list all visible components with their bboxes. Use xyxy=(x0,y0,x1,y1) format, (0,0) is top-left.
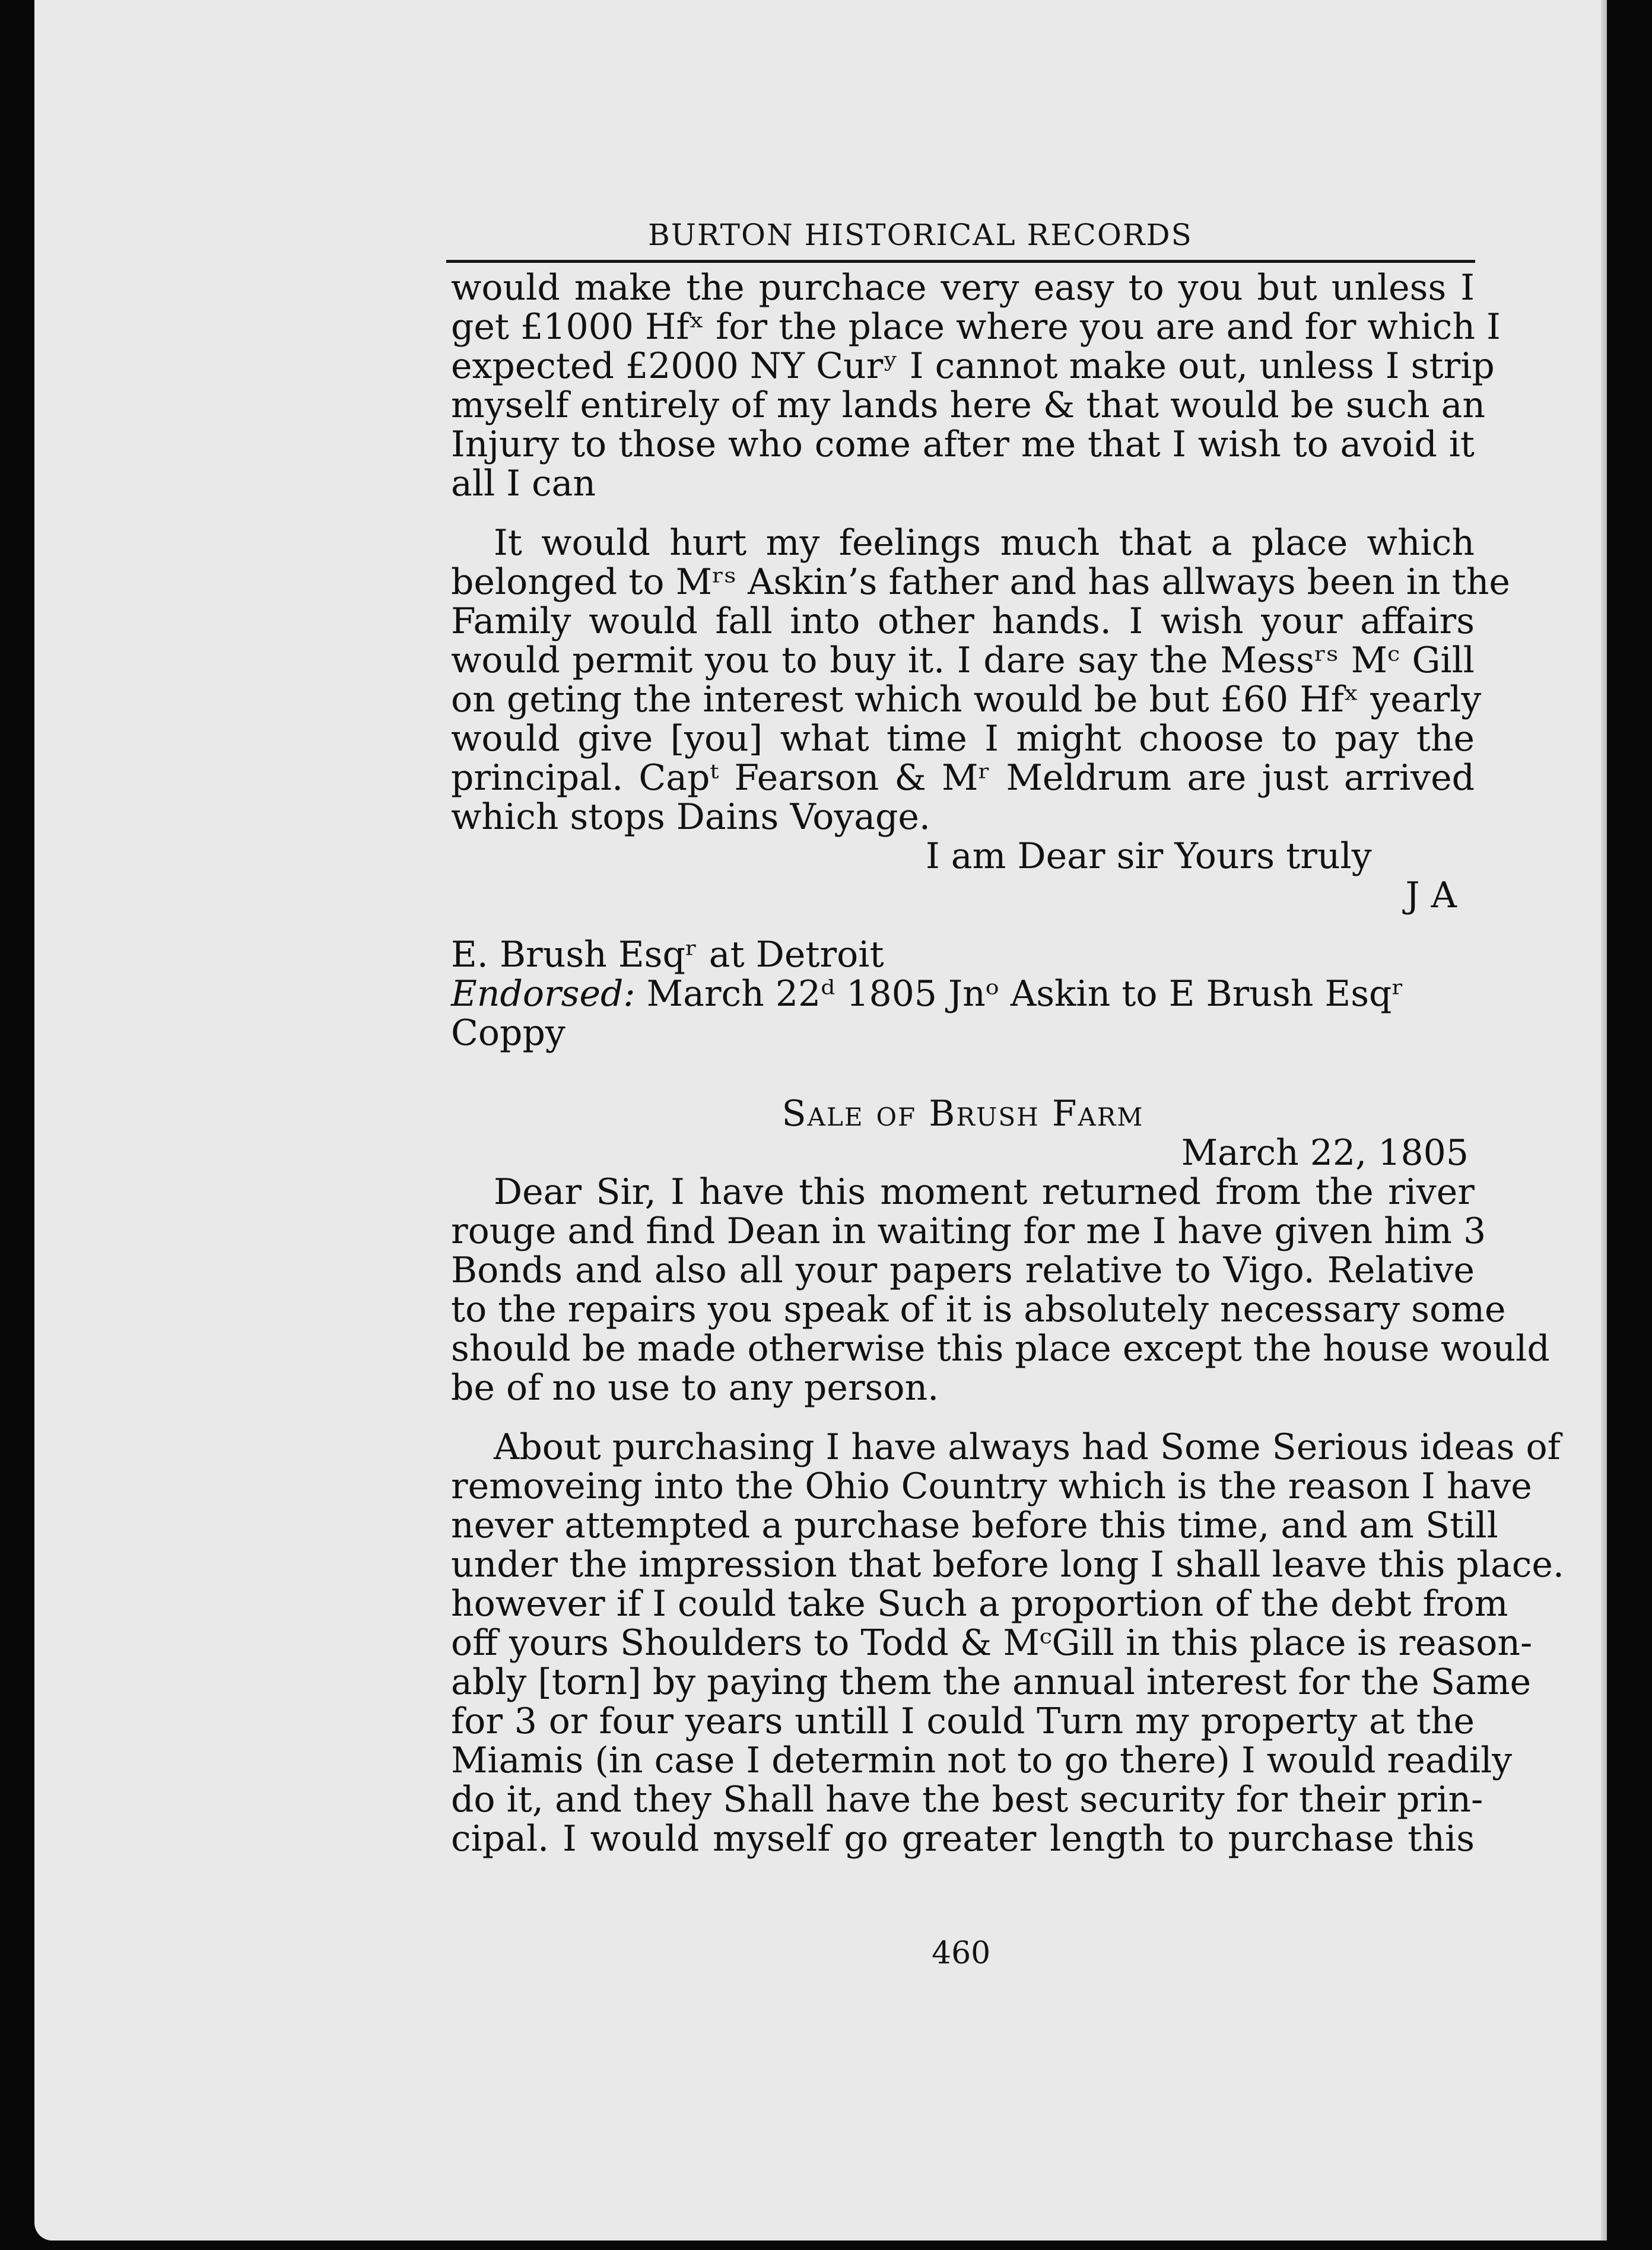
letter-address: E. Brush Esqʳ at Detroit xyxy=(451,934,884,975)
text-line: rouge and find Dean in waiting for me I have given him 3 xyxy=(451,1210,1486,1252)
page-number: 460 xyxy=(932,1936,991,1971)
text-line: expected £2000 NY Curʸ I cannot make out, unless I strip xyxy=(451,345,1495,387)
text-line: principal. Capᵗ Fearson & Mʳ Meldrum are just arrived xyxy=(451,757,1475,799)
endorsement-text: March 22ᵈ 1805 Jnᵒ Askin to E Brush Esqʳ xyxy=(635,973,1405,1015)
text-line: would make the purchace very easy to you but unless I xyxy=(451,267,1475,309)
header-rule xyxy=(446,260,1475,263)
scan-edge-shadow xyxy=(1601,0,1607,2241)
text-line: It would hurt my feelings much that a place which xyxy=(494,522,1475,564)
text-line: ably [torn] by paying them the annual interest for the Same xyxy=(451,1661,1532,1703)
text-line: should be made otherwise this place except the house would xyxy=(451,1328,1550,1369)
letter-closing: I am Dear sir Yours truly xyxy=(926,835,1372,877)
text-line: do it, and they Shall have the best security for their prin- xyxy=(451,1779,1483,1820)
copy-note: Coppy xyxy=(451,1012,566,1054)
text-line: would permit you to buy it. I dare say the Messʳˢ Mᶜ Gill xyxy=(451,640,1475,681)
text-line: Family would fall into other hands. I wish your affairs xyxy=(451,600,1475,642)
paragraph-gap xyxy=(451,1407,1475,1428)
letter2-paragraph-2 xyxy=(451,1426,1564,1860)
endorsement-line xyxy=(451,974,1475,1013)
text-line: which stops Dains Voyage. xyxy=(451,796,930,838)
text-line: off yours Shoulders to Todd & MᶜGill in this place is reason- xyxy=(451,1622,1533,1664)
text-line: Injury to those who come after me that I wish to avoid it xyxy=(451,424,1475,465)
text-line: to the repairs you speak of it is absolutely necessary some xyxy=(451,1289,1506,1330)
endorsement-label: Endorsed: xyxy=(451,973,636,1015)
letter1-paragraph-1 xyxy=(451,267,1501,504)
text-line: under the impression that before long I shall leave this place. xyxy=(451,1544,1564,1585)
text-line: however if I could take Such a proportion of the debt from xyxy=(451,1583,1508,1625)
text-line: removeing into the Ohio Country which is the reason I have xyxy=(451,1466,1532,1507)
text-line: Dear Sir, I have this moment returned from the river xyxy=(494,1171,1475,1213)
letter-signature: J A xyxy=(1405,875,1457,916)
text-line: belonged to Mʳˢ Askin’s father and has allways been in the xyxy=(451,561,1510,603)
text-line: all I can xyxy=(451,463,596,504)
text-line: get £1000 Hfˣ for the place where you are and for which I xyxy=(451,306,1501,348)
letter1-paragraph-2 xyxy=(451,522,1510,838)
text-line: for 3 or four years untill I could Turn my property at the xyxy=(451,1701,1475,1742)
text-line: myself entirely of my lands here & that would be such an xyxy=(451,384,1486,426)
text-line: cipal. I would myself go greater length to purchase this xyxy=(451,1818,1475,1860)
text-line: would give [you] what time I might choose to pay the xyxy=(451,718,1475,759)
text-line: never attempted a purchase before this time, and am Still xyxy=(451,1505,1498,1546)
section-gap xyxy=(451,1053,1475,1094)
text-line: on geting the interest which would be but £60 Hfˣ yearly xyxy=(451,679,1482,720)
text-block xyxy=(451,267,1564,1860)
section-heading: Sale of Brush Farm xyxy=(781,1093,1144,1134)
text-line: About purchasing I have always had Some Serious ideas of xyxy=(494,1426,1561,1468)
paragraph-gap xyxy=(451,915,1475,935)
letter2-paragraph-1 xyxy=(451,1171,1550,1409)
letter-date: March 22, 1805 xyxy=(1181,1132,1469,1174)
text-line: Miamis (in case I determin not to go there) I would readily xyxy=(451,1740,1513,1781)
text-line: be of no use to any person. xyxy=(451,1367,939,1409)
running-head: BURTON HISTORICAL RECORDS xyxy=(648,218,1193,252)
paragraph-gap xyxy=(451,503,1475,523)
text-line: Bonds and also all your papers relative to Vigo. Relative xyxy=(451,1250,1475,1291)
